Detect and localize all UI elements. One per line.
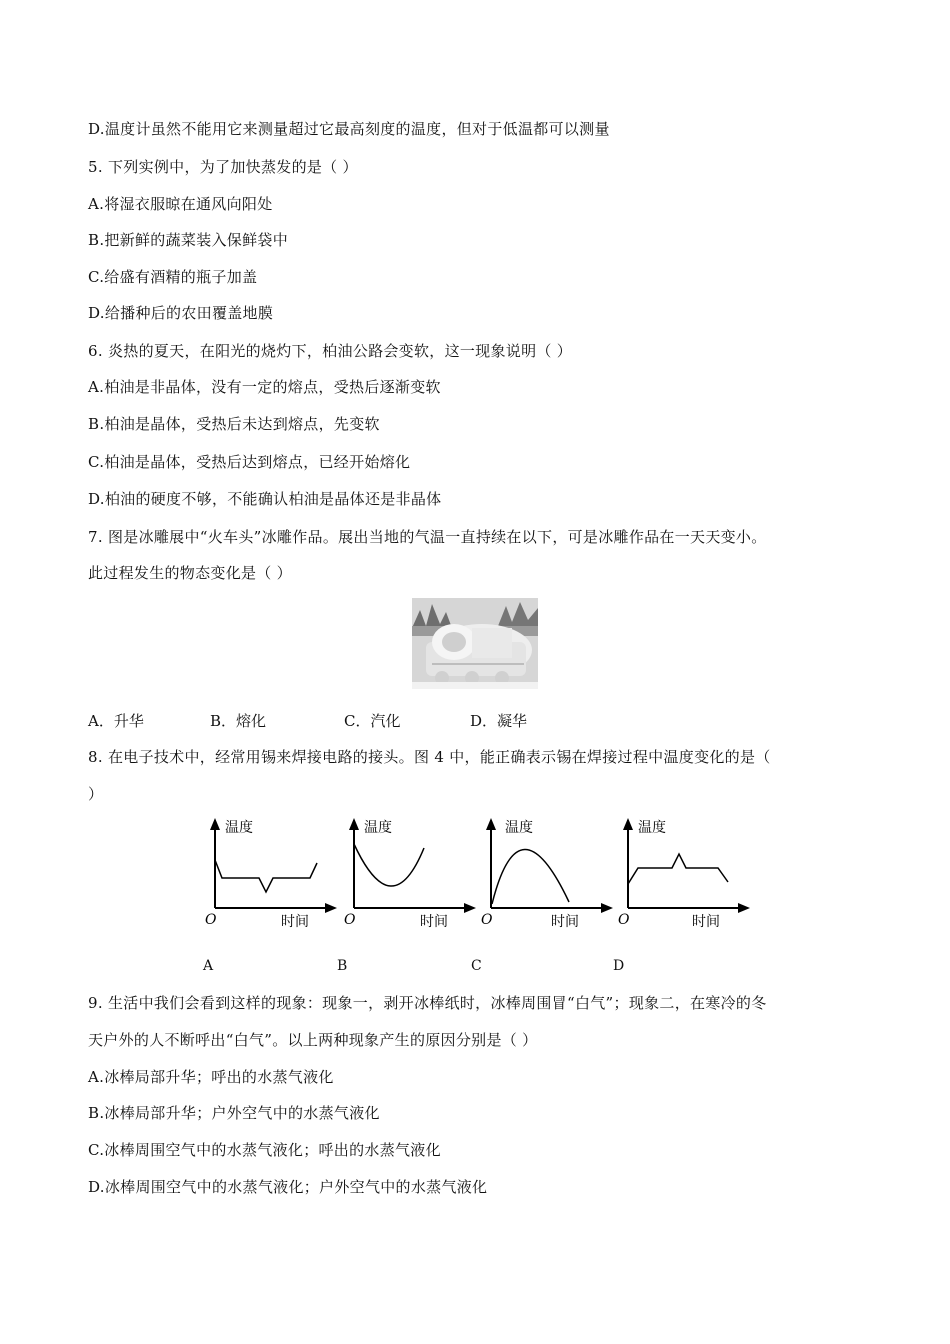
question-7-options <box>88 710 688 732</box>
graph-d-origin: O <box>618 912 630 928</box>
option-5c: C.给盛有酒精的瓶子加盖 <box>88 268 258 286</box>
question-6: 6. 炎热的夏天，在阳光的烧灼下，柏油公路会变软，这一现象说明（ ） <box>88 342 573 360</box>
graph-c-y-label: 温度 <box>505 820 533 836</box>
option-4d: D.温度计虽然不能用它来测量超过它最高刻度的温度，但对于低温都可以测量 <box>88 120 610 138</box>
option-9b: B.冰棒局部升华；户外空气中的水蒸气液化 <box>88 1104 380 1122</box>
question-7-line-2: 此过程发生的物态变化是（ ） <box>88 564 292 582</box>
graph-c-x-label: 时间 <box>551 914 579 930</box>
question-9-line-1: 9. 生活中我们会看到这样的现象：现象一，剥开冰棒纸时，冰棒周围冒“白气”；现象二，在寒冷的冬 <box>88 994 767 1012</box>
option-5b: B.把新鲜的蔬菜装入保鲜袋中 <box>88 231 288 249</box>
graph-label-c: C <box>471 958 482 974</box>
option-7d: D．凝华 <box>470 712 528 730</box>
option-9c: C.冰棒周围空气中的水蒸气液化；呼出的水蒸气液化 <box>88 1141 441 1159</box>
graph-b-origin: O <box>344 912 356 928</box>
graph-a-origin: O <box>205 912 217 928</box>
option-9d: D.冰棒周围空气中的水蒸气液化；户外空气中的水蒸气液化 <box>88 1178 488 1196</box>
graph-a-x-label: 时间 <box>281 914 309 930</box>
question-7-line-1: 7. 图是冰雕展中“火车头”冰雕作品。展出当地的气温一直持续在以下，可是冰雕作品在一天天变小。 <box>88 528 767 546</box>
option-7a: A．升华 <box>88 712 144 730</box>
graph-label-b: B <box>337 958 348 974</box>
graph-label-d: D <box>613 958 625 974</box>
question-8-line-2: ） <box>88 785 104 803</box>
graph-b-y-label: 温度 <box>364 820 392 836</box>
graph-d-y-label: 温度 <box>638 820 666 836</box>
option-6a: A.柏油是非晶体，没有一定的熔点，受热后逐渐变软 <box>88 378 441 396</box>
graph-b <box>342 816 477 934</box>
ice-sculpture-photo <box>412 598 538 689</box>
graph-c <box>479 816 614 934</box>
question-9-line-2: 天户外的人不断呼出“白气”。以上两种现象产生的原因分别是（ ） <box>88 1031 538 1049</box>
graph-a-y-label: 温度 <box>225 820 253 836</box>
option-6d: D.柏油的硬度不够，不能确认柏油是晶体还是非晶体 <box>88 490 442 508</box>
option-6c: C.柏油是晶体，受热后达到熔点，已经开始熔化 <box>88 453 411 471</box>
option-5d: D.给播种后的农田覆盖地膜 <box>88 304 274 322</box>
option-7b: B．熔化 <box>210 712 267 730</box>
graph-d-x-label: 时间 <box>692 914 720 930</box>
question-8-line-1: 8. 在电子技术中，经常用锡来焊接电路的接头。图 4 中，能正确表示锡在焊接过程中温度变化的是（ <box>88 748 771 766</box>
graph-c-origin: O <box>481 912 493 928</box>
graph-label-a: A <box>203 958 214 974</box>
graph-a <box>203 816 338 934</box>
option-6b: B.柏油是晶体，受热后未达到熔点，先变软 <box>88 415 380 433</box>
option-5a: A.将湿衣服晾在通风向阳处 <box>88 195 273 213</box>
graph-d <box>616 816 751 934</box>
graph-b-x-label: 时间 <box>420 914 448 930</box>
option-7c: C．汽化 <box>344 712 401 730</box>
option-9a: A.冰棒局部升华；呼出的水蒸气液化 <box>88 1068 334 1086</box>
question-5: 5. 下列实例中，为了加快蒸发的是（ ） <box>88 158 358 176</box>
